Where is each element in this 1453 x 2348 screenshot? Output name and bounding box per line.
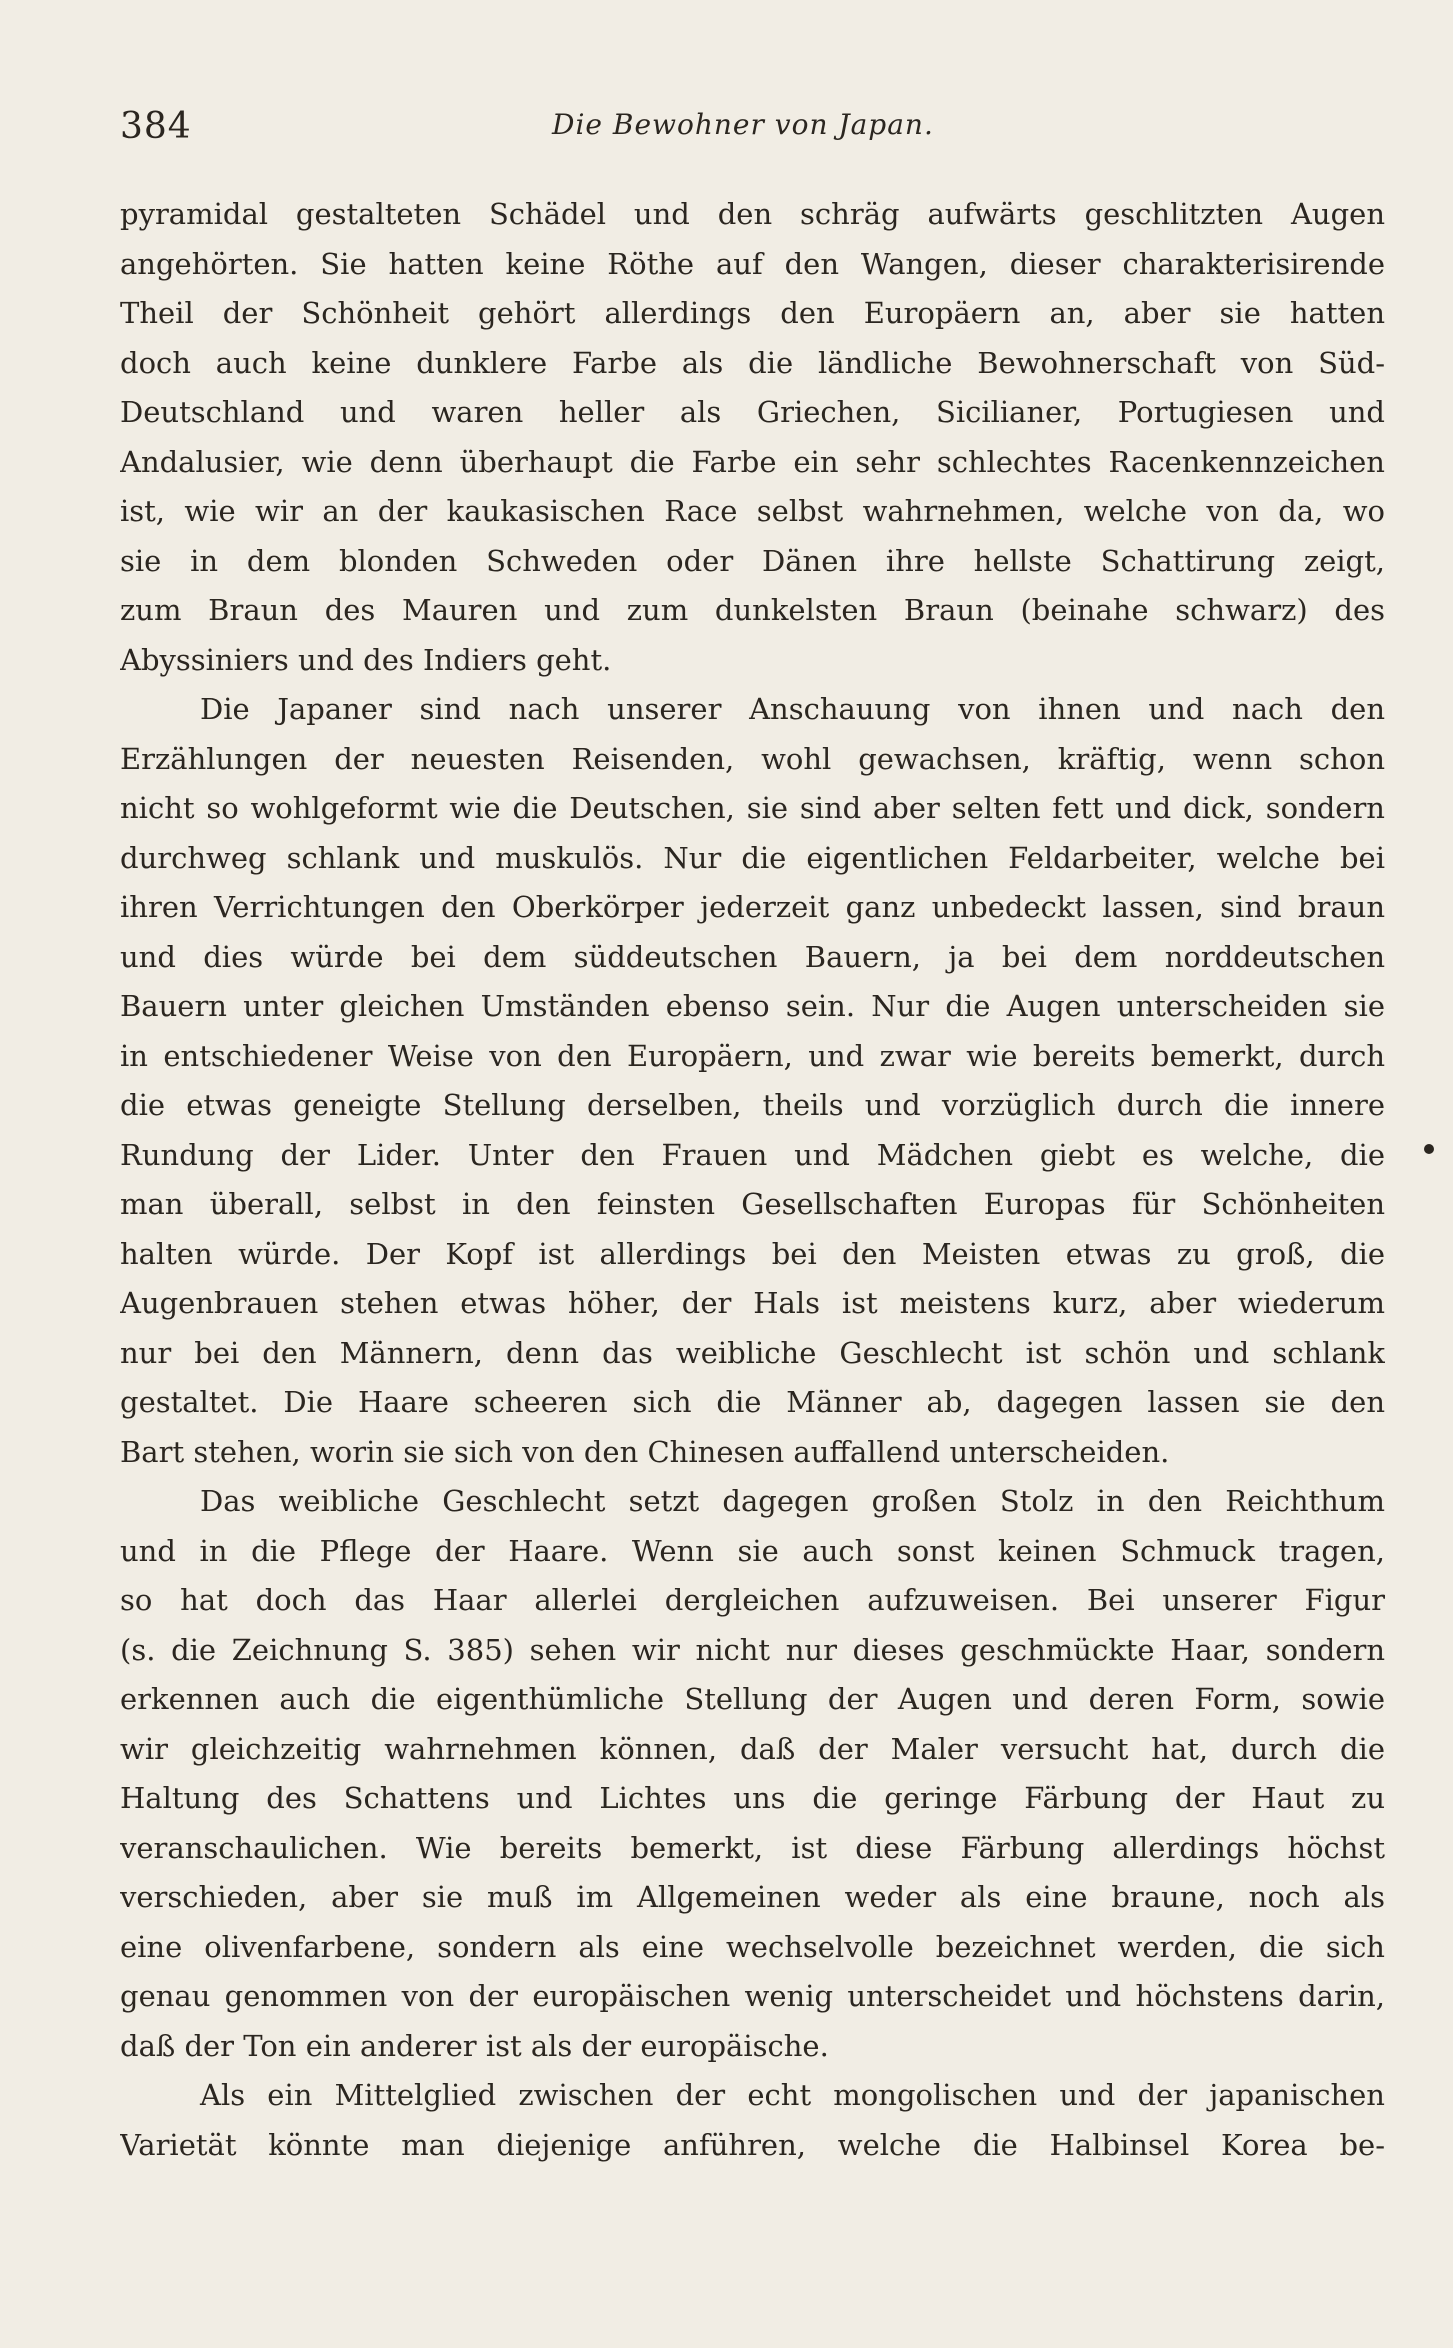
text-line: genau genommen von der europäischen wenig unterscheidet und höchstens darin,: [120, 1979, 1385, 2013]
text-line: doch auch keine dunklere Farbe als die ländliche Bewohnerschaft von Süd-: [120, 345, 1385, 380]
text-line: Das weibliche Geschlecht setzt dagegen großen Stolz in den Reichthum: [200, 1484, 1385, 1518]
text-line: veranschaulichen. Wie bereits bemerkt, ist diese Färbung allerdings höchst: [120, 1830, 1385, 1865]
text-line: halten würde. Der Kopf ist allerdings bei den Meisten etwas zu groß, die: [120, 1236, 1385, 1271]
running-title: Die Bewohner von Japan.: [552, 108, 934, 141]
text-line: Erzählungen der neuesten Reisenden, wohl gewachsen, kräftig, wenn schon: [120, 741, 1385, 776]
text-line: Andalusier, wie denn überhaupt die Farbe ein sehr schlechtes Racenkennzeichen: [120, 444, 1385, 479]
text-line: die etwas geneigte Stellung derselben, theils und vorzüglich durch die innere: [120, 1088, 1385, 1122]
text-line: sie in dem blonden Schweden oder Dänen ihre hellste Schattirung zeigt,: [120, 543, 1385, 578]
text-line: Bart stehen, worin sie sich von den Chinesen auffallend unterscheiden.: [120, 1434, 1170, 1469]
margin-mark: [1424, 1144, 1434, 1154]
text-line: angehörten. Sie hatten keine Röthe auf den Wangen, dieser charakterisirende: [120, 246, 1385, 281]
text-line: Deutschland und waren heller als Griechen, Sicilianer, Portugiesen und: [120, 395, 1385, 429]
text-line: nur bei den Männern, denn das weibliche Geschlecht ist schön und schlank: [120, 1335, 1385, 1370]
text-line: ihren Verrichtungen den Oberkörper jederzeit ganz unbedeckt lassen, sind braun: [120, 890, 1385, 924]
text-line: Haltung des Schattens und Lichtes uns die geringe Färbung der Haut zu: [120, 1781, 1385, 1815]
text-line: durchweg schlank und muskulös. Nur die eigentlichen Feldarbeiter, welche bei: [120, 840, 1385, 875]
page-header: [120, 96, 1385, 166]
text-line: Abyssiniers und des Indiers geht.: [120, 642, 612, 677]
text-line: zum Braun des Mauren und zum dunkelsten Braun (beinahe schwarz) des: [120, 593, 1385, 627]
text-line: man überall, selbst in den feinsten Gesellschaften Europas für Schönheiten: [120, 1187, 1385, 1221]
text-line: Die Japaner sind nach unserer Anschauung von ihnen und nach den: [200, 692, 1385, 726]
text-line: Als ein Mittelglied zwischen der echt mongolischen und der japanischen: [200, 2078, 1385, 2112]
text-line: Bauern unter gleichen Umständen ebenso sein. Nur die Augen unterscheiden sie: [120, 989, 1385, 1023]
text-line: gestaltet. Die Haare scheeren sich die Männer ab, dagegen lassen sie den: [120, 1385, 1385, 1419]
text-line: pyramidal gestalteten Schädel und den schräg aufwärts geschlitzten Augen: [120, 197, 1385, 231]
text-line: erkennen auch die eigenthümliche Stellung der Augen und deren Form, sowie: [120, 1682, 1385, 1716]
text-line: eine olivenfarbene, sondern als eine wechselvolle bezeichnet werden, die sich: [120, 1929, 1385, 1964]
text-line: und in die Pflege der Haare. Wenn sie auch sonst keinen Schmuck tragen,: [120, 1533, 1385, 1568]
text-line: Rundung der Lider. Unter den Frauen und Mädchen giebt es welche, die: [120, 1137, 1385, 1172]
text-line: (s. die Zeichnung S. 385) sehen wir nicht nur dieses geschmückte Haar, sondern: [120, 1632, 1385, 1667]
text-line: ist, wie wir an der kaukasischen Race selbst wahrnehmen, welche von da, wo: [120, 494, 1385, 528]
body-text: [120, 190, 1385, 2170]
text-line: und dies würde bei dem süddeutschen Bauern, ja bei dem norddeutschen: [120, 939, 1385, 974]
text-line: Augenbrauen stehen etwas höher, der Hals ist meistens kurz, aber wiederum: [120, 1286, 1385, 1320]
text-line: so hat doch das Haar allerlei dergleichen aufzuweisen. Bei unserer Figur: [120, 1583, 1385, 1617]
text-line: verschieden, aber sie muß im Allgemeinen weder als eine braune, noch als: [120, 1880, 1385, 1914]
text-line: in entschiedener Weise von den Europäern, und zwar wie bereits bemerkt, durch: [120, 1038, 1385, 1073]
text-line: daß der Ton ein anderer ist als der europäische.: [120, 2028, 829, 2063]
text-line: nicht so wohlgeformt wie die Deutschen, sie sind aber selten fett und dick, sondern: [120, 791, 1385, 825]
text-line: Varietät könnte man diejenige anführen, welche die Halbinsel Korea be-: [120, 2127, 1385, 2162]
page-number: 384: [120, 106, 192, 147]
text-line: Theil der Schönheit gehört allerdings den Europäern an, aber sie hatten: [120, 296, 1385, 330]
text-line: wir gleichzeitig wahrnehmen können, daß der Maler versucht hat, durch die: [120, 1731, 1385, 1766]
